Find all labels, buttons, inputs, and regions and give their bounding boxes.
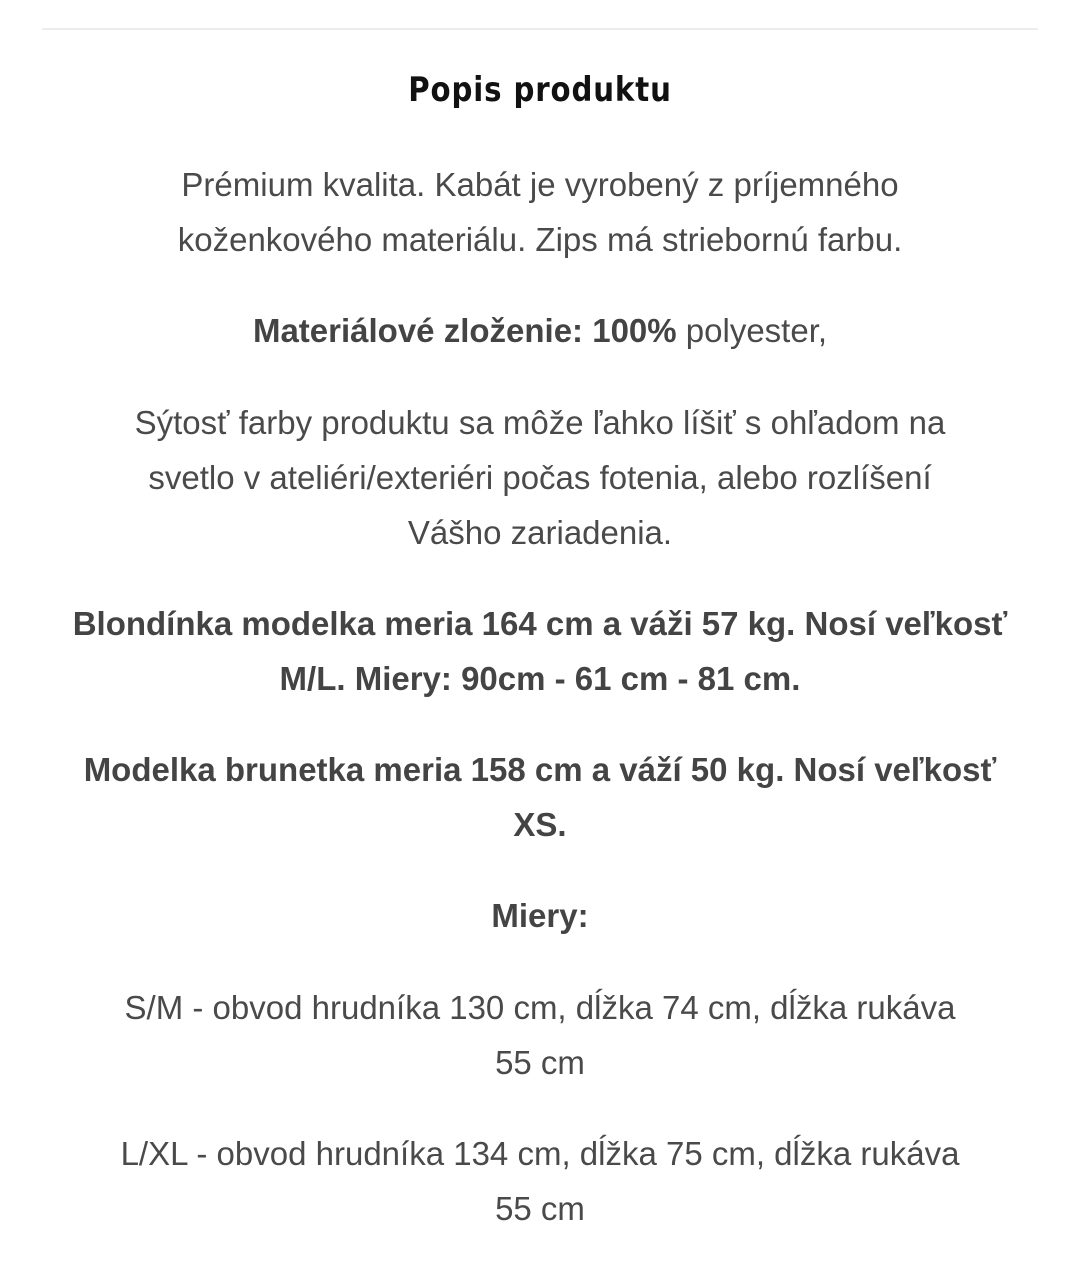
color-note-line-2: svetlo v ateliéri/exteriéri počas fotenia, alebo rozlíšení: [148, 459, 932, 496]
size-sm-line-1: S/M - obvod hrudníka 130 cm, dĺžka 74 cm, dĺžka rukáva: [124, 989, 956, 1026]
measurements-heading: [40, 888, 1040, 943]
model-brunette-line-1: Modelka brunetka meria 158 cm a váží 50 kg. Nosí veľkosť: [83, 751, 997, 788]
model-brunette-line-2: XS.: [513, 806, 567, 843]
model-blonde-line-2: M/L. Miery: 90cm - 61 cm - 81 cm.: [279, 660, 801, 697]
material-line: [40, 303, 1040, 358]
size-lxl-line-1: L/XL - obvod hrudníka 134 cm, dĺžka 75 cm, dĺžka rukáva: [120, 1135, 960, 1172]
model-brunette-paragraph: [40, 742, 1040, 852]
color-note-line-3: Vášho zariadenia.: [407, 514, 673, 551]
intro-line-2: koženkového materiálu. Zips má striebornú farbu.: [177, 221, 903, 258]
measurements-heading-text: Miery:: [491, 897, 589, 934]
size-lxl-line-2: 55 cm: [495, 1190, 585, 1227]
material-label: Materiálové zloženie: 100%: [252, 312, 677, 349]
material-value: polyester,: [676, 312, 828, 349]
size-sm-line-2: 55 cm: [495, 1044, 585, 1081]
top-divider: [42, 28, 1038, 30]
material-paragraph: [40, 303, 1040, 358]
size-lxl-paragraph: [40, 1126, 1040, 1236]
color-note-line-1: Sýtosť farby produktu sa môže ľahko líšiť s ohľadom na: [134, 404, 946, 441]
size-sm-paragraph: [40, 980, 1040, 1090]
model-blonde-line-1: Blondínka modelka meria 164 cm a váži 57 kg. Nosí veľkosť: [72, 605, 1008, 642]
intro-line-1: Prémium kvalita. Kabát je vyrobený z príjemného: [181, 166, 899, 203]
model-blonde-paragraph: [40, 596, 1040, 706]
product-description-title: Popis produktu: [408, 70, 672, 110]
intro-paragraph: [40, 157, 1040, 267]
color-note-paragraph: [40, 395, 1040, 560]
